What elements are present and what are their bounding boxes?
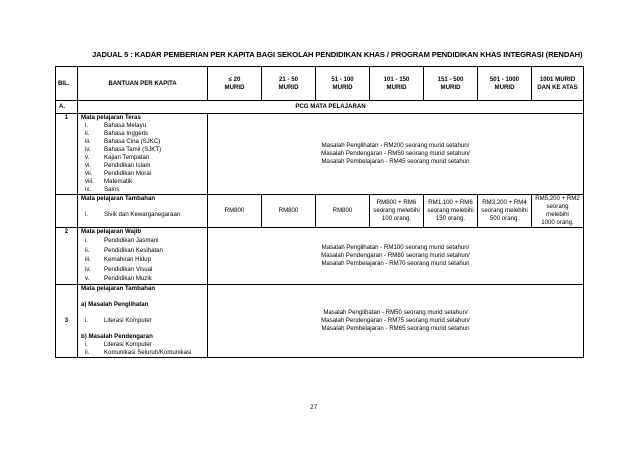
rate-value: RM5,200 + RM2 seorang melebihi 1000 orang. [532, 195, 584, 228]
header-row [56, 67, 584, 101]
rate-text: Masalah Penglihatan - RM100 seorang murid setahun/ Masalah Pendengaran - RM80 seorang murid setahun/ Masalah Pembelajaran - RM70 seorang murid setahun [208, 228, 584, 285]
table-title: JADUAL 5 : KADAR PEMBERIAN PER KAPITA BAGI SEKOLAH PENDIDIKAN KHAS / PROGRAM PENDIDIKAN KHAS INTEGRASI (RENDAH) [92, 50, 583, 59]
list-item: iii. Bahasa Cina (SJKC) [85, 138, 161, 145]
list-item: v. Pendidikan Muzik [85, 275, 152, 282]
table-row [56, 114, 584, 195]
header-col-5: 151 - 500 MURID [424, 67, 478, 101]
list-item: v. Kajian Tempatan [85, 154, 150, 161]
subject-heading: Mata pelajaran Teras [81, 114, 141, 121]
list-item: ii. Bahasa Inggeris [85, 130, 149, 137]
list-item: i. Pendidikan Jasmani [85, 237, 159, 244]
table-row [56, 228, 584, 285]
header-bantuan: BANTUAN PER KAPITA [78, 67, 208, 101]
section-label: A. [56, 101, 78, 114]
section-row [56, 101, 584, 114]
header-col-4: 101 - 150 MURID [370, 67, 424, 101]
rate-value: RM3,200 + RM4 seorang melebihi 500 orang. [478, 195, 532, 228]
page-number: 27 [310, 404, 318, 411]
subject-subheading: a) Masalah Penglihatan [81, 300, 149, 308]
rate-value: RM800 [208, 195, 262, 228]
rate-text: Masalah Penglihatan - RM200 seorang murid setahun/ Masalah Pendengaran - RM50 seorang murid setahun/ Masalah Pembelajaran - RM45 seorang murid setahun [208, 114, 584, 195]
list-item: i. Literasi Komputer [85, 316, 152, 324]
subject-list [78, 114, 208, 195]
header-col-3: 51 - 100 MURID [316, 67, 370, 101]
subject-subheading: b) Masalah Pendengaran [81, 332, 153, 340]
list-item: vi. Pendidikan Islam [85, 162, 151, 169]
header-col-6: 501 - 1000 MURID [478, 67, 532, 101]
rate-value: RM1,100 + RM6 seorang melebihi 150 orang. [424, 195, 478, 228]
list-item: ii. Komunikasi Seluruh/Komunikasi [85, 348, 192, 356]
subject-heading: Mata pelajaran Wajib [81, 228, 142, 235]
header-bil: BIL. [56, 67, 78, 101]
rate-text: Masalah Penglihatan - RM50 seorang murid setahun/ Masalah Pendengaran - RM75 seorang murid setahun/ Masalah Pembelajaran - RM65 seorang murid setahun [208, 284, 584, 357]
list-item: vii. Pendidikan Moral [85, 170, 152, 177]
header-col-2: 21 - 50 MURID [262, 67, 316, 101]
subject-heading: Mata pelajaran Tambahan [81, 284, 156, 292]
table-row [56, 195, 584, 228]
list-item: ix. Sains [85, 186, 120, 193]
list-item: i. Literasi Komputer [85, 340, 152, 348]
header-col-7: 1001 MURID DAN KE ATAS [532, 67, 584, 101]
row-number: 2 [56, 228, 78, 285]
list-item: i. Bahasa Melayu [85, 122, 147, 129]
subject-list [78, 195, 208, 228]
table-row [56, 284, 584, 357]
list-item: iii. Kemahiran Hidup [85, 256, 152, 263]
row-number: 1 [56, 114, 78, 195]
row-number: 3 [56, 284, 78, 357]
subject-heading: Mata pelajaran Tambahan [81, 195, 156, 202]
section-title: PCG MATA PELAJARAN [78, 101, 584, 114]
list-item: viii. Matematik [85, 178, 133, 185]
list-item: i. Sivik dan Kewarganegaraan [85, 211, 181, 218]
list-item: iv. Pendidikan Visual [85, 265, 153, 273]
per-capita-table [55, 66, 584, 358]
list-item: iv. Bahasa Tamil (SJKT) [85, 146, 162, 153]
rate-value: RM800 + RM6 seorang melebihi 100 orang. [370, 195, 424, 228]
rate-value: RM800 [262, 195, 316, 228]
subject-list [78, 284, 208, 357]
header-col-1: ≤ 20 MURID [208, 67, 262, 101]
list-item: ii. Pendidikan Kesihatan [85, 246, 163, 254]
rate-value: RM800 [316, 195, 370, 228]
subject-list [78, 228, 208, 285]
